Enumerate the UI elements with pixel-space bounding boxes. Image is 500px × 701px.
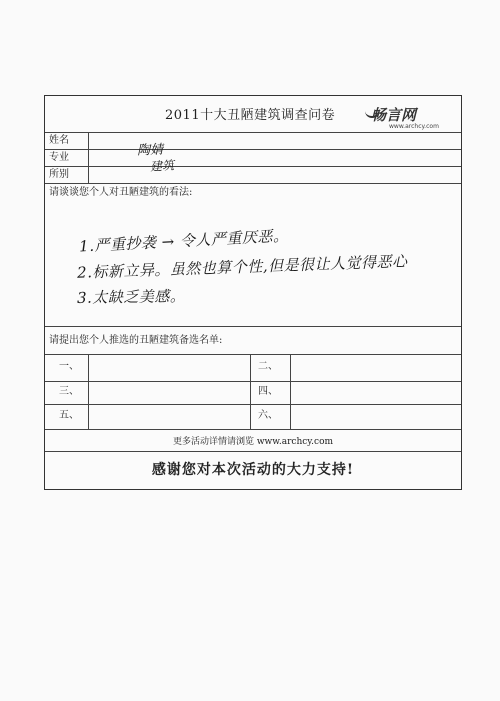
name-label: 姓名 <box>49 135 69 146</box>
slot-label-3: 三、 <box>59 386 79 397</box>
divider <box>45 149 461 150</box>
divider <box>45 132 461 133</box>
opinion-line-3: 3.太缺乏美感。 <box>76 287 186 307</box>
slot-label-2: 二、 <box>258 361 278 372</box>
divider <box>45 166 461 167</box>
questionnaire-form <box>44 95 462 490</box>
slot-label-5: 五、 <box>59 410 79 421</box>
slot-label-4: 四、 <box>258 386 278 397</box>
divider <box>45 404 461 405</box>
slot-label-6: 六、 <box>258 410 278 421</box>
logo-url: www.archcy.com <box>389 123 439 130</box>
divider <box>290 354 291 429</box>
logo-text: 畅言网 <box>371 106 417 124</box>
form-title: 2011十大丑陋建筑调查问卷 <box>165 108 336 123</box>
opinion-line-1: 1.严重抄袭 → 令人严重厌恶。 <box>78 226 289 256</box>
name-handwritten: 陶婧 <box>136 142 164 159</box>
opinion-line-2: 2.标新立异。虽然也算个性,但是很让人觉得恶心 <box>76 252 408 282</box>
divider <box>45 429 461 430</box>
major-handwritten: 建筑 <box>149 158 175 174</box>
divider <box>45 354 461 355</box>
dept-label: 所别 <box>49 169 69 180</box>
divider <box>45 326 461 327</box>
divider <box>45 183 461 184</box>
thanks-text: 感谢您对本次活动的大力支持! <box>151 462 355 478</box>
slot-label-1: 一、 <box>59 361 79 372</box>
more-info-text: 更多活动详情请浏览 www.archcy.com <box>172 437 334 447</box>
divider <box>45 451 461 452</box>
divider <box>88 132 89 183</box>
opinion-prompt: 请谈谈您个人对丑陋建筑的看法: <box>49 187 193 198</box>
major-label: 专业 <box>49 152 69 163</box>
nominations-prompt: 请提出您个人推选的丑陋建筑备选名单: <box>49 335 223 346</box>
archcy-logo <box>365 104 455 130</box>
divider <box>45 381 461 382</box>
divider <box>88 354 89 429</box>
divider <box>250 354 251 429</box>
